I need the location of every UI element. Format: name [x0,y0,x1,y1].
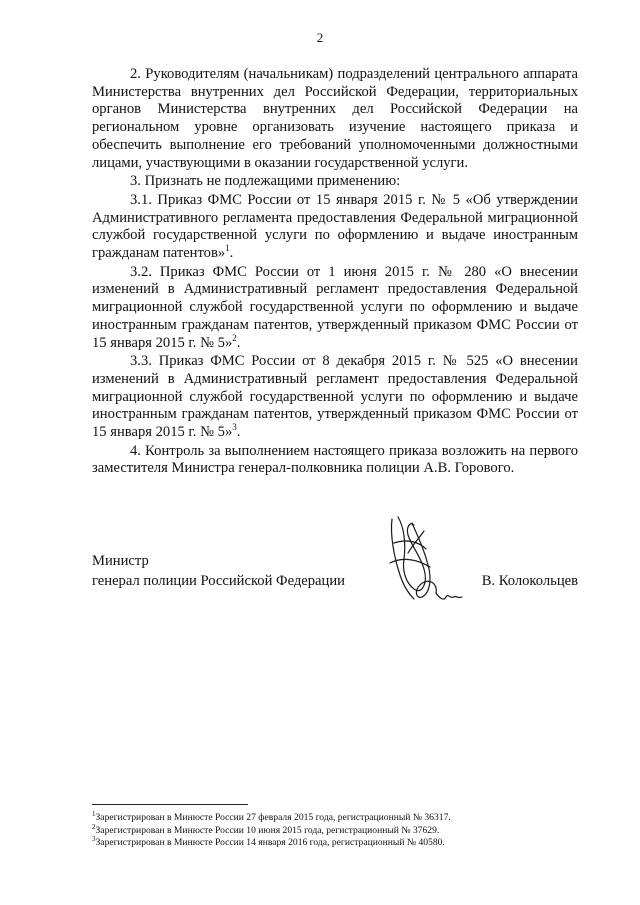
signatory-rank: генерал полиции Российской Федерации [92,573,345,589]
signatory-name: В. Колокольцев [481,573,578,589]
footnote-ref-2: 2 [232,332,237,343]
paragraph-4: 4. Контроль за выполнением настоящего приказа возложить на первого заместителя Министра генерал-полковника полиции А.В. Горового. [92,442,578,477]
paragraph-3-1 [92,192,578,263]
paragraph-3-2-period: . [236,334,241,351]
page-number: 2 [316,30,324,45]
signatory-position [92,551,345,591]
signatory-title: Министр [92,553,149,569]
paragraph-3: 3. Признать не подлежащими применению: [130,173,401,190]
footnotes [92,809,592,850]
paragraph-3-1-period: . [229,245,234,262]
footnote-2-marker: 2 [92,822,96,831]
paragraph-3-1-text: 3.1. Приказ ФМС России от 15 января 2015 г. № 5 «Об утверждении Административного регламента предоставления Федеральной миграционной службой государственной услуги по оформлению и выдаче иностранным гражданам патентов» [92,191,578,262]
paragraph-3-3 [92,353,578,442]
footnote-3-text: Зарегистрирован в Минюсте России 14 января 2016 года, регистрационный № 40580. [95,837,445,849]
handwritten-signature [384,513,474,609]
footnote-ref-3: 3 [232,422,237,433]
footnote-2-text: Зарегистрирован в Минюсте России 10 июня 2015 года, регистрационный № 37629. [95,824,440,836]
footnote-2 [92,822,592,838]
footnote-ref-1: 1 [225,243,230,254]
signature-block [92,551,578,611]
paragraph-3-2-text: 3.2. Приказ ФМС России от 1 июня 2015 г. № 280 «О внесении изменений в Административный регламент предоставления Федеральной миграционной службой государственной услуги по оформлению и выдаче иностранным гражданам патентов, утвержденный приказом ФМС России от 15 января 2015 г. № 5» [92,263,578,351]
paragraph-2: 2. Руководителям (начальникам) подразделений центрального аппарата Министерства внутренних дел Российской Федерации, территориальных органов Министерства внутренних дел Российской Федерации на региональном уровне организовать изучение настоящего приказа и обеспечить выполнение его требований уполномоченными должностными лицами, участвующими в оказании государственной услуги. [92,66,578,171]
footnote-3 [92,837,592,850]
paragraph-3-2 [92,264,578,353]
footnote-divider [92,804,248,805]
footnote-1-text: Зарегистрирован в Минюсте России 27 февраля 2015 года, регистрационный № 36317. [95,812,451,823]
paragraph-3-3-period: . [236,424,241,441]
footnote-1 [92,809,592,825]
paragraph-3-3-text: 3.3. Приказ ФМС России от 8 декабря 2015 г. № 525 «О внесении изменений в Административный регламент предоставления Федеральной миграционной службой государственной услуги по оформлению и выдаче иностранным гражданам патентов, утвержденный приказом ФМС России от 15 января 2015 г. № 5» [92,353,578,441]
footnote-1-marker: 1 [92,809,96,818]
document-body [92,66,578,478]
footnote-3-marker: 3 [92,835,96,843]
